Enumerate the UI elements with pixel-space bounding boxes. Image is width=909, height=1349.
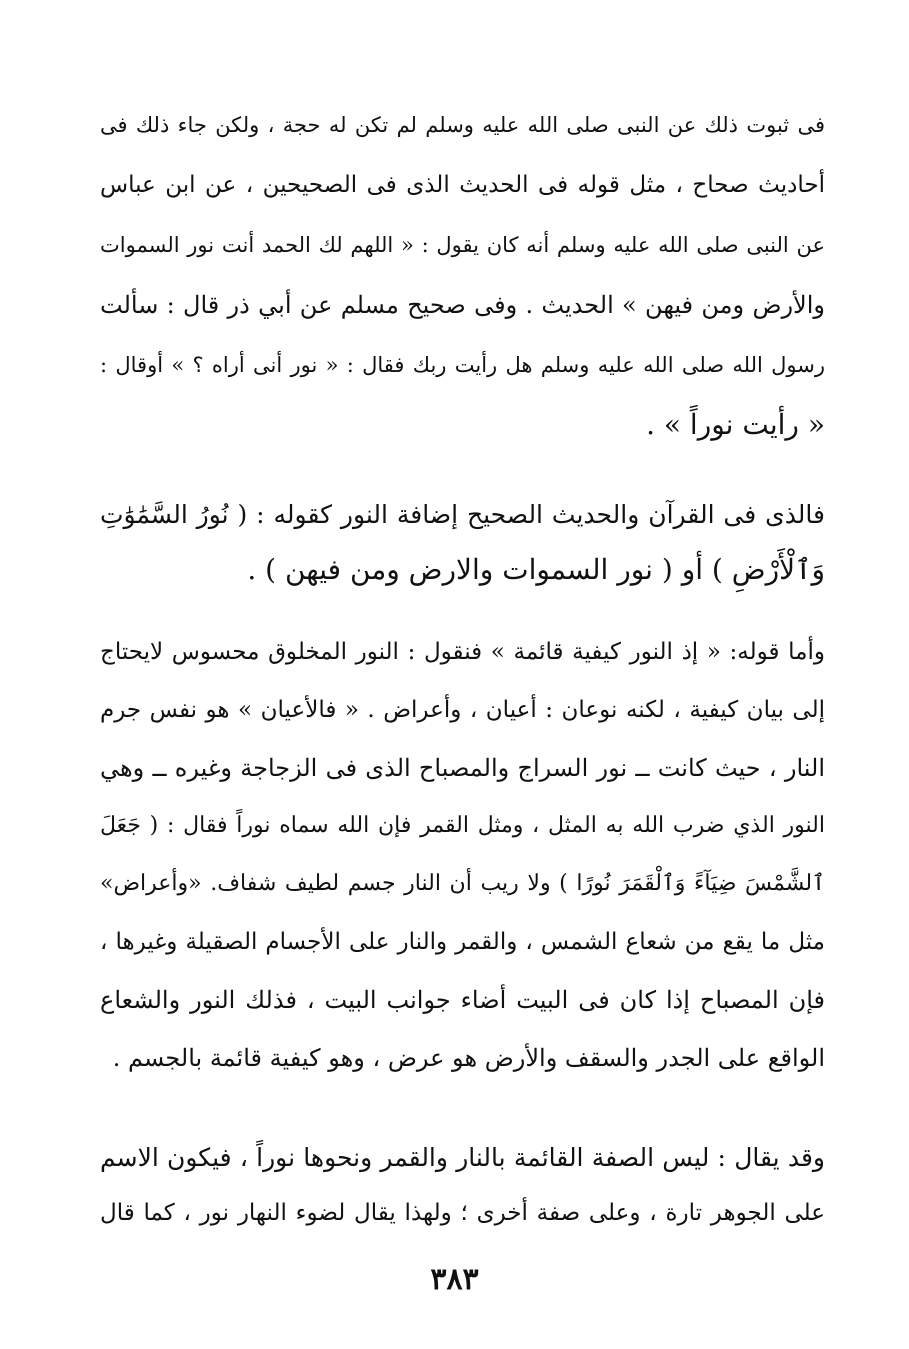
text-line: فى ثبوت ذلك عن النبى صلى الله عليه وسلم لم تكن له حجة ، ولكن جاء ذلك فى	[100, 113, 825, 137]
text-line: على الجوهر تارة ، وعلى صفة أخرى ؛ ولهذا يقال لضوء النهار نور ، كما قال	[100, 1200, 825, 1226]
text-line: إلى بيان كيفية ، لكنه نوعان : أعيان ، وأعراض . « فالأعيان » هو نفس جرم	[100, 697, 825, 723]
text-line: فإن المصباح إذا كان فى البيت أضاء جوانب البيت ، فذلك النور والشعاع	[100, 986, 825, 1014]
text-line: النور الذي ضرب الله به المثل ، ومثل القمر فإن الله سماه نوراً فقال : ( جَعَلَ	[100, 813, 825, 838]
text-line: وأما قوله: « إذ النور كيفية قائمة » فنقول : النور المخلوق محسوس لايحتاج	[100, 639, 825, 665]
text-line: مثل ما يقع من شعاع الشمس ، والقمر والنار على الأجسام الصقيلة وغيرها ،	[100, 929, 825, 955]
text-line: الواقع على الجدر والسقف والأرض هو عرض ، وهو كيفية قائمة بالجسم .	[112, 1044, 825, 1072]
text-line: أحاديث صحاح ، مثل قوله فى الحديث الذى فى الصحيحين ، عن ابن عباس	[100, 172, 825, 198]
text-line: والأرض ومن فيهن » الحديث . وفى صحيح مسلم عن أبي ذر قال : سألت	[100, 291, 825, 319]
page-number: ٣٨٣	[430, 1262, 479, 1297]
text-line: ٱلشَّمْسَ ضِيَآءً وَٱلْقَمَرَ نُورًا ) ولا ريب أن النار جسم لطيف شفاف. «وأعراض»	[100, 871, 825, 896]
text-line: وَٱلْأَرْضِ ) أو ( نور السموات والارض ومن فيهن ) .	[247, 553, 825, 586]
text-line: وقد يقال : ليس الصفة القائمة بالنار والقمر ونحوها نوراً ، فيكون الاسم	[100, 1143, 825, 1172]
text-line: فالذى فى القرآن والحديث الصحيح إضافة النور كقوله : ( نُورُ السَّمَٰوَٰتِ	[100, 500, 825, 529]
text-line: « رأيت نوراً » .	[646, 408, 825, 441]
text-line: النار ، حيث كانت ــ نور السراج والمصباح الذى فى الزجاجة وغيره ــ وهي	[100, 754, 825, 782]
text-line: رسول الله صلى الله عليه وسلم هل رأيت ربك فقال : « نور أنى أراه ؟ » أوقال :	[100, 353, 825, 377]
text-line: عن النبى صلى الله عليه وسلم أنه كان يقول : « اللهم لك الحمد أنت نور السموات	[100, 233, 825, 257]
